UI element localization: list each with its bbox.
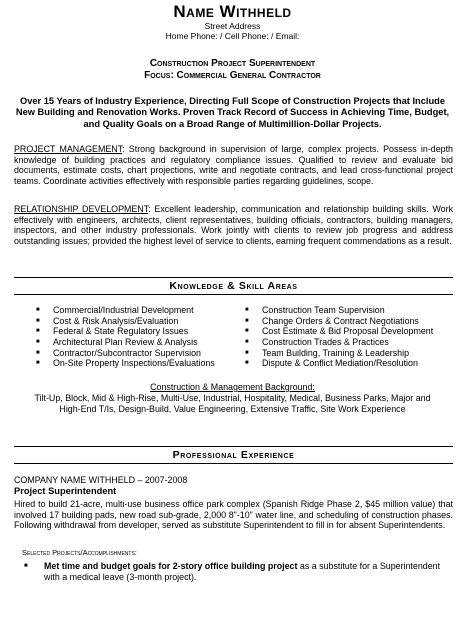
bullet-icon: ■ — [245, 328, 249, 335]
skill-item: ■ Federal & State Regulatory Issues — [36, 326, 189, 337]
achievement-bold: Met time and budget goals for 2-story office building project — [44, 561, 298, 571]
relationship-development-text: : Excellent leadership, communication and relationship building skills. Work effectively with engineers, architects, client representatives, building officials, contractors, building managers, inspectors, and other industry professionals. Work jointly with clients to review job progress and address outstanding issues; provided the highest level of service to clients, earning frequent commendations as a result. — [14, 204, 454, 247]
skill-item: ■ Cost & Risk Analysis/Evaluation — [36, 315, 179, 326]
skill-item: ■ Construction Trades & Practices — [245, 337, 389, 348]
project-management-text: : Strong background in supervision of large, complex projects. Possess in-depth knowledge of building practices and regulatory compliance issues. Qualified to review and evaluate bid documents, estimate costs, chart projections, write and negotiate contracts, and lead cross-functional project teams. Coordinate activities effectively with responsible parties regarding guidelines, scope. — [14, 144, 453, 187]
skills-list-left — [36, 305, 215, 369]
relationship-development-label: RELATIONSHIP DEVELOPMENT — [14, 204, 149, 214]
project-management-label: PROJECT MANAGEMENT — [14, 144, 123, 154]
knowledge-section-heading: Knowledge & Skill Areas — [14, 277, 453, 295]
skill-item: ■ Dispute & Conflict Mediation/Resolution — [245, 358, 418, 369]
bullet-icon: ■ — [245, 339, 249, 346]
background-text: Tilt-Up, Block, Mid & High-Rise, Multi-Use, Industrial, Hospitality, Medical, Business Parks, Major and High-End T/Is, Design-Build, Value Engineering, Extensive Traffic, Site Work Experience — [34, 393, 431, 414]
bullet-icon: ■ — [36, 307, 40, 313]
skill-item: ■ Cost Estimate & Bid Proposal Development — [245, 326, 434, 337]
contact-line: Home Phone: / Cell Phone: / Email: — [165, 31, 300, 41]
skill-item: ■ Construction Team Supervision — [245, 305, 385, 315]
bullet-icon: ■ — [24, 563, 28, 569]
achievement-text — [44, 561, 453, 582]
bullet-icon: ■ — [36, 328, 40, 335]
street-address: Street Address — [204, 21, 261, 31]
job-description: Hired to build 21-acre, multi-use business office park complex (Spanish Ridge Phase 2, $45 million value) that involved 17 building pads, new road sub-grade, 2,000 8"-10" water line, and scheduling of construction phases. Following withdrawal from developer, served as substitute Superintendent to fill in for absent Superintendents. — [14, 499, 453, 531]
skill-item: ■ Architectural Plan Review & Analysis — [36, 337, 198, 348]
achievement-rest: as a substitute for a Superintendent with a medical leave (3-month project). — [44, 561, 441, 582]
bullet-icon: ■ — [36, 349, 40, 356]
bullet-icon: ■ — [245, 307, 249, 313]
skill-item: ■ Contractor/Subcontractor Supervision — [36, 347, 201, 358]
experience-section-heading: Professional Experience — [14, 446, 453, 464]
bullet-icon: ■ — [36, 339, 40, 346]
achievement-item — [24, 561, 453, 582]
skills-list-right — [245, 305, 433, 369]
bullet-icon: ■ — [36, 360, 40, 367]
bullet-icon: ■ — [245, 349, 249, 356]
job-title: Project Superintendent — [14, 486, 117, 496]
bullet-icon: ■ — [245, 317, 249, 324]
summary-statement: Over 15 Years of Industry Experience, Directing Full Scope of Construction Projects that Include New Building and Renovation Works. Proven Track Record of Success in Achieving Time, Budget, and Quality Goals on a Broad Range of Multimillion-Dollar Projects. — [15, 96, 450, 129]
bullet-icon: ■ — [245, 360, 249, 367]
company-line: COMPANY NAME WITHHELD – 2007-2008 — [14, 475, 188, 485]
skill-item: ■ Commercial/Industrial Development — [36, 305, 194, 315]
candidate-name: Name Withheld — [173, 2, 292, 21]
skill-item: ■ On-Site Property Inspections/Evaluations — [36, 358, 215, 369]
selected-projects-label: Selected Projects/Accomplishments: — [22, 548, 137, 557]
target-title: Construction Project Superintendent — [149, 58, 316, 69]
bullet-icon: ■ — [36, 317, 40, 324]
background-title: Construction & Management Background: — [150, 382, 315, 392]
project-management-paragraph — [14, 144, 453, 187]
skill-item: ■ Change Orders & Contract Negotiations — [245, 315, 419, 326]
target-focus: Focus: Commercial General Contractor — [144, 70, 321, 81]
skill-item: ■ Team Building, Training & Leadership — [245, 347, 410, 358]
relationship-development-paragraph — [14, 204, 453, 247]
